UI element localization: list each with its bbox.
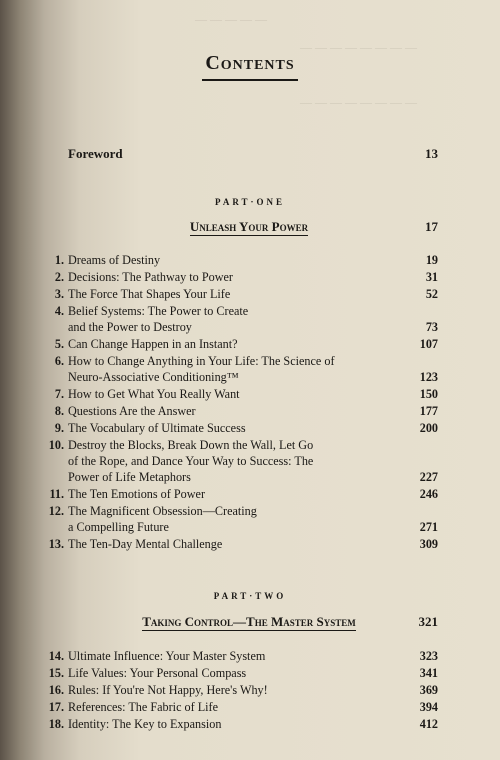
chapter-entry[interactable] [40,252,438,268]
chapter-title-line: The Vocabulary of Ultimate Success [68,421,246,435]
show-through-text: — — — — — — — — [300,40,417,54]
chapter-page: 107 [419,337,438,351]
chapter-title [68,437,392,485]
chapter-page: 271 [419,520,438,534]
foreword-page: 13 [425,146,438,161]
chapter-page: 412 [419,717,438,731]
part-page: 321 [418,614,438,629]
chapter-title [68,682,392,698]
chapter-number: 4. [54,304,64,318]
chapter-entry[interactable] [40,303,438,335]
chapter-number: 11. [49,487,64,501]
chapter-entry[interactable] [40,286,438,302]
chapter-page: 73 [425,320,438,334]
chapter-entry[interactable] [40,437,438,485]
chapter-title-line: Rules: If You're Not Happy, Here's Why! [68,683,268,697]
chapter-title [68,403,392,419]
chapter-entry[interactable] [40,336,438,352]
chapter-entry[interactable] [40,716,438,732]
chapter-title-line: The Ten Emotions of Power [68,487,206,501]
chapter-page: 19 [425,253,438,267]
part-title: Unleash Your Power [189,219,309,234]
chapter-title [68,536,392,552]
chapter-title-line: Questions Are the Answer [68,404,196,418]
chapter-title-line: Identity: The Key to Expansion [68,717,222,731]
chapter-page: 52 [425,287,438,301]
show-through-text: — — — — — — — — [300,95,417,109]
chapter-title [68,486,392,502]
chapter-number: 10. [48,438,64,452]
chapter-title-line: Life Values: Your Personal Compass [68,666,247,680]
chapter-title-line: Destroy the Blocks, Break Down the Wall, Let Go [68,438,314,452]
chapter-number: 17. [48,700,64,714]
chapter-entry[interactable] [40,403,438,419]
chapter-title [68,353,392,385]
chapter-page: 309 [419,537,438,551]
chapter-page: 150 [419,387,438,401]
chapter-page: 369 [419,683,438,697]
chapter-number: 5. [54,337,64,351]
chapter-number: 3. [54,287,64,301]
chapter-title [68,699,392,715]
chapter-number: 6. [54,354,64,368]
toc-title: Contents [0,52,500,81]
chapter-title-line: Decisions: The Pathway to Power [68,270,233,284]
chapter-entry[interactable] [40,665,438,681]
chapter-entry[interactable] [40,420,438,436]
chapter-title-line: Dreams of Destiny [68,253,161,267]
chapter-page: 227 [419,470,438,484]
chapter-title-line: a Compelling Future [68,520,169,534]
chapter-entry[interactable] [40,699,438,715]
chapter-title-line: and the Power to Destroy [68,320,192,334]
chapter-number: 9. [54,421,64,435]
show-through-text: — — — — — [195,12,267,26]
chapter-title-line: Ultimate Influence: Your Master System [68,649,266,663]
chapter-number: 14. [48,649,64,663]
chapter-number: 12. [48,504,64,518]
chapter-title-line: Can Change Happen in an Instant? [68,337,238,351]
chapter-title-line: References: The Fabric of Life [68,700,219,714]
chapter-page: 246 [419,487,438,501]
chapter-page: 123 [419,370,438,384]
chapter-page: 323 [419,649,438,663]
chapter-entry[interactable] [40,486,438,502]
chapter-title [68,252,392,268]
chapter-page: 394 [419,700,438,714]
part-title: Taking Control—The Master System [142,614,356,629]
chapter-number: 2. [54,270,64,284]
part-label: PART·TWO [213,591,287,601]
chapter-number: 8. [54,404,64,418]
chapter-page: 200 [419,421,438,435]
chapter-title-line: The Force That Shapes Your Life [68,287,231,301]
chapter-title [68,420,392,436]
chapter-title-line: How to Change Anything in Your Life: The Science of [68,354,335,368]
chapter-number: 1. [54,253,64,267]
chapter-number: 7. [54,387,64,401]
chapter-title-line: The Magnificent Obsession—Creating [68,504,257,518]
chapter-entry[interactable] [40,682,438,698]
chapter-page: 31 [425,270,438,284]
chapter-title-line: Belief Systems: The Power to Create [68,304,249,318]
part-page: 17 [425,219,438,234]
chapter-title [68,716,392,732]
chapter-title [68,648,392,664]
chapter-entry[interactable] [40,648,438,664]
chapter-number: 18. [48,717,64,731]
chapter-title-line: Neuro-Associative Conditioning™ [68,370,239,384]
chapter-entry[interactable] [40,503,438,535]
chapter-title [68,503,392,535]
foreword-entry[interactable] [68,146,438,162]
chapter-page: 177 [419,404,438,418]
chapter-title [68,286,392,302]
chapter-page: 341 [419,666,438,680]
chapter-title-line: The Ten-Day Mental Challenge [68,537,223,551]
chapter-title-line: How to Get What You Really Want [68,387,240,401]
chapter-title [68,665,392,681]
chapter-title [68,386,392,402]
chapter-number: 15. [48,666,64,680]
chapter-title [68,269,392,285]
chapter-entry[interactable] [40,353,438,385]
chapter-number: 13. [48,537,64,551]
chapter-title [68,336,392,352]
chapter-entry[interactable] [40,536,438,552]
chapter-title-line: of the Rope, and Dance Your Way to Success: The [68,454,314,468]
chapter-title [68,303,392,335]
foreword-label: Foreword [68,146,123,161]
chapter-title-line: Power of Life Metaphors [68,470,191,484]
chapter-entry[interactable] [40,269,438,285]
chapter-number: 16. [48,683,64,697]
part-label: PART·ONE [214,197,286,207]
chapter-entry[interactable] [40,386,438,402]
